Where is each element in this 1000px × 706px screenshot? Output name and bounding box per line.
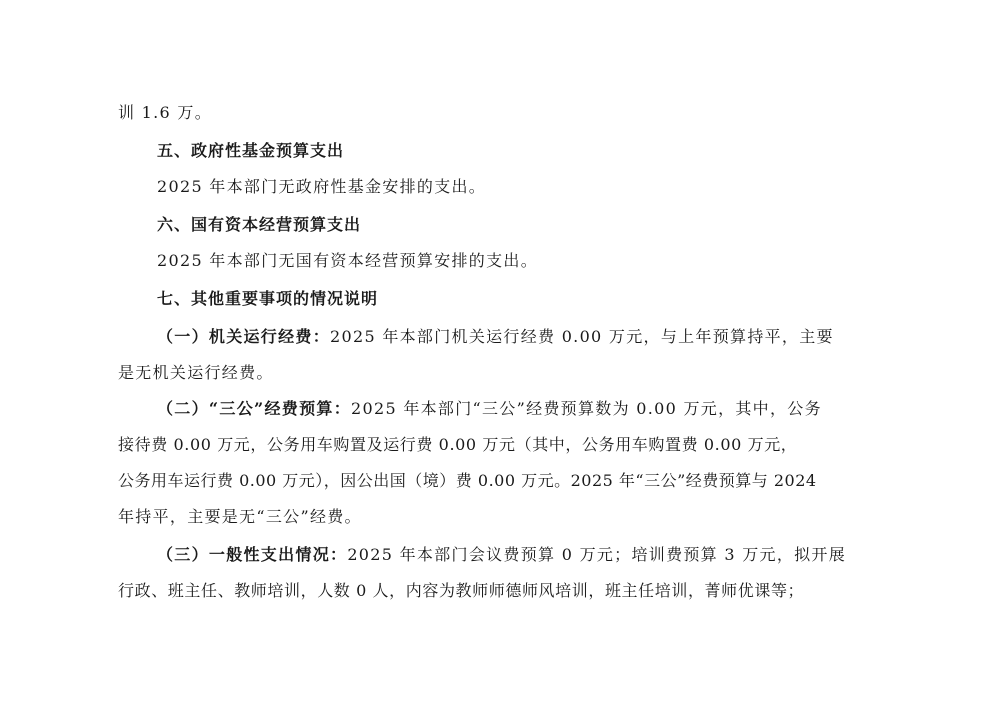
section5-heading: 五、政府性基金预算支出 [157, 141, 345, 160]
item1-line1: 2025 年本部门机关运行经费 0.00 万元，与上年预算持平，主要 [330, 327, 834, 346]
item2-paragraph-line1 [157, 398, 888, 420]
item1-paragraph-line1 [157, 326, 888, 348]
item3-line1: 2025 年本部门会议费预算 0 万元；培训费预算 3 万元，拟开展 [347, 545, 847, 564]
item3-line2: 行政、班主任、教师培训，人数 0 人，内容为教师师德师风培训，班主任培训，菁师优课等； [118, 581, 805, 600]
item2-line3: 公务用车运行费 0.00 万元），因公出国（境）费 0.00 万元。2025 年“三公”经费预算与 2024 [118, 471, 817, 490]
item3-title: （三）一般性支出情况： [157, 545, 348, 564]
item1-line2: 是无机关运行经费。 [118, 363, 274, 382]
item2-line2: 接待费 0.00 万元，公务用车购置及运行费 0.00 万元（其中，公务用车购置费 0.00 万元， [118, 435, 798, 454]
section6-heading: 六、国有资本经营预算支出 [157, 215, 362, 234]
item2-line1: 2025 年本部门“三公”经费预算数为 0.00 万元，其中，公务 [351, 399, 822, 418]
item3-paragraph-line1 [157, 544, 888, 566]
section5-body: 2025 年本部门无政府性基金安排的支出。 [157, 177, 487, 196]
section7-heading: 七、其他重要事项的情况说明 [157, 289, 379, 308]
item2-title: （二）“三公”经费预算： [157, 399, 352, 418]
section6-body: 2025 年本部门无国有资本经营预算安排的支出。 [157, 251, 539, 270]
item1-title: （一）机关运行经费： [157, 327, 331, 346]
item2-line4: 年持平，主要是无“三公”经费。 [118, 507, 362, 526]
continuation-text: 训 1.6 万。 [118, 103, 213, 122]
